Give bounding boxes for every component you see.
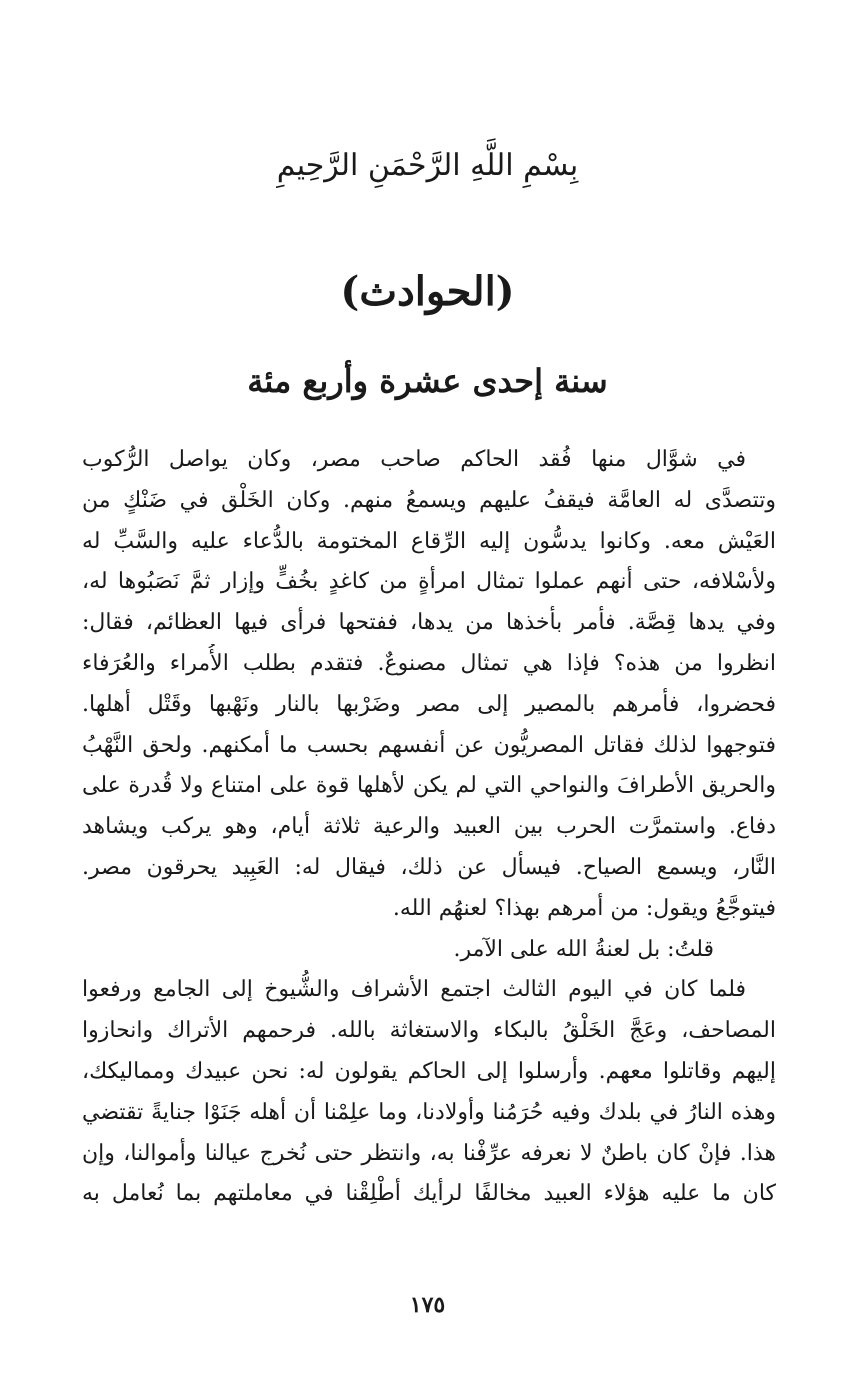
text-line: المصاحف، وعَجَّ الخَلْقُ بالبكاء والاستغاثة بالله. فرحمهم الأتراك وانحازوا xyxy=(82,1018,776,1044)
text-line: العَيْش معه. وكانوا يدسُّون إليه الرِّقاع المختومة بالدُّعاء عليه والسَّبِّ له xyxy=(82,528,776,554)
body-text xyxy=(82,440,776,1215)
text-line: والحريق الأطرافَ والنواحي التي لم يكن لأهلها قوة على امتناع ولا قُدرة على xyxy=(82,773,776,799)
text-line: فتوجهوا لذلك فقاتل المصريُّون عن أنفسهم بحسب ما أمكنهم. ولحق النَّهْبُ xyxy=(82,732,776,758)
text-line: انظروا من هذه؟ فإذا هي تمثال مصنوعٌ. فتقدم بطلب الأُمراء والعُرَفاء xyxy=(82,650,776,676)
basmala-text: بِسْمِ اللَّهِ الرَّحْمَنِ الرَّحِيمِ xyxy=(276,148,579,183)
text-line: دفاع. واستمرَّت الحرب بين العبيد والرعية ثلاثة أيام، وهو يركب ويشاهد xyxy=(82,814,776,840)
text-line: وهذه النارُ في بلدك وفيه حُرَمُنا وأولادنا، وما علِمْنا أن أهله جَنَوْا جنايةً تقتضي xyxy=(82,1099,776,1125)
text-line: إليهم وقاتلوا معهم. وأرسلوا إلى الحاكم يقولون له: نحن عبيدك ومماليكك، xyxy=(82,1058,776,1084)
text-line: ولأسْلافه، حتى أنهم عملوا تمثال امرأةٍ من كاغدٍ بخُفٍّ وإزار ثمَّ نَصَبُوها له، xyxy=(82,569,776,595)
text-line: في شوَّال منها فُقد الحاكم صاحب مصر، وكان يواصل الرُّكوب xyxy=(82,447,746,472)
text-line: هذا. فإنْ كان باطنٌ لا نعرفه عرِّفْنا به، وانتظر حتى نُخرج عيالنا وأموالنا، وإن xyxy=(82,1140,776,1166)
text-line: وفي يدها قِصَّة. فأمر بأخذها من يدها، ففتحها فرأى فيها العظائم، فقال: xyxy=(82,610,776,636)
quote-line: قلتُ: بل لعنةُ الله على الآمر. xyxy=(453,936,714,962)
text-line: وتتصدَّى له العامَّة فيقفُ عليهم ويسمعُ منهم. وكان الخَلْق في ضَنْكٍ من xyxy=(82,487,776,513)
page-number: ١٧٥ xyxy=(409,1292,446,1318)
basmala-heading xyxy=(0,148,855,183)
text-line: فلما كان في اليوم الثالث اجتمع الأشراف والشُّيوخ إلى الجامع ورفعوا xyxy=(82,977,746,1003)
year-title: سنة إحدى عشرة وأربع مئة xyxy=(247,362,608,400)
text-line: فحضروا، فأمرهم بالمصير إلى مصر وضَرْبها بالنار ونَهْبها وقَتْل أهلها. xyxy=(82,691,776,717)
section-title: (الحوادث) xyxy=(340,268,515,315)
text-line: النَّار، ويسمع الصياح. فيسأل عن ذلك، فيقال له: العَبِيد يحرقون مصر. xyxy=(82,854,776,880)
text-line: كان ما عليه هؤلاء العبيد مخالفًا لرأيك أطْلِقْنا في معاملتهم بما نُعامل به xyxy=(82,1181,776,1207)
text-line: فيتوجَّعُ ويقول: من أمرهم بهذا؟ لعنهُم الله. xyxy=(392,895,776,921)
